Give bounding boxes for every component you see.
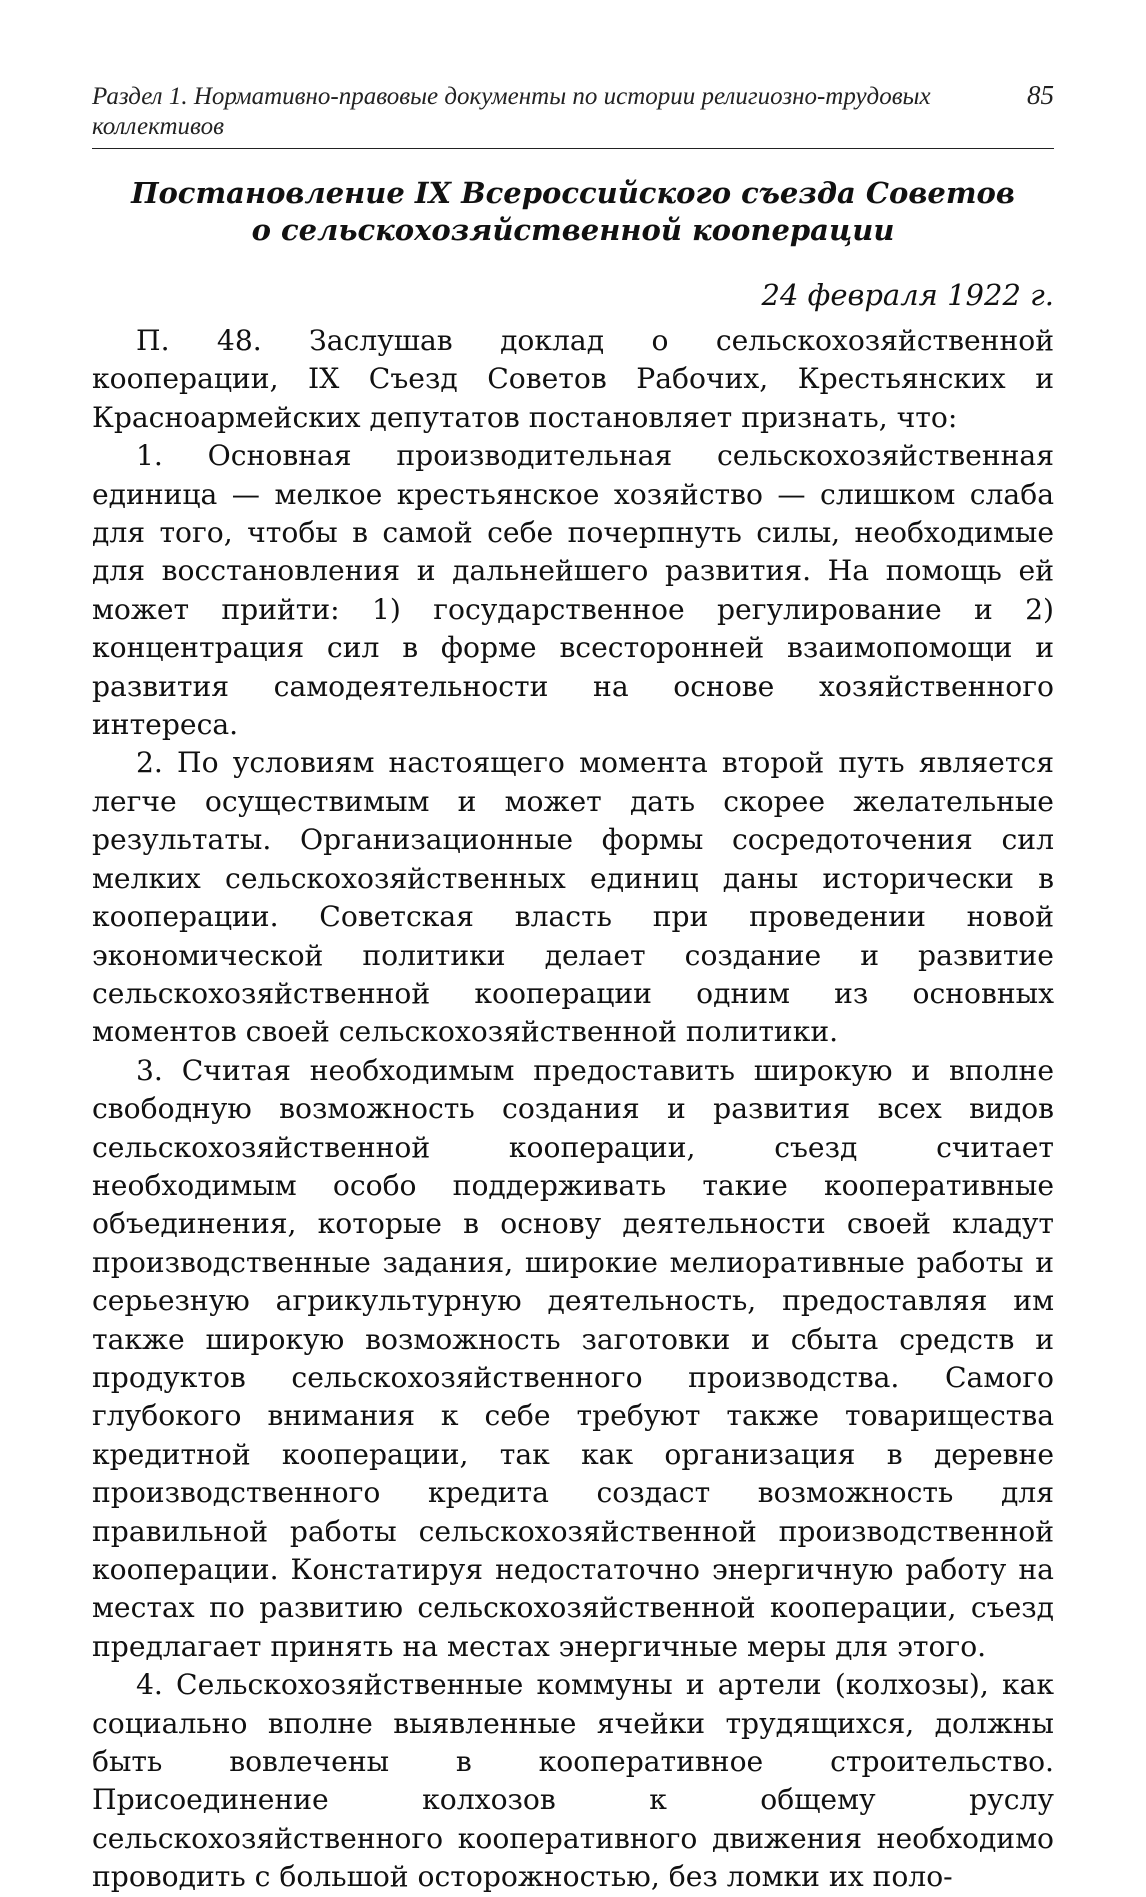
document-body [92,322,1054,1897]
running-header [92,80,1054,149]
paragraph-preamble: П. 48. Заслушав доклад о сельскохозяйственной кооперации, IX Съезд Советов Рабочих, Крестьянских и Красноармейских депутатов постановляет признать, что: [92,324,1054,434]
document-date: 24 февраля 1922 г. [761,278,1054,312]
page-number: 85 [1027,80,1054,110]
paragraph-2: 2. По условиям настоящего момента второй путь является легче осуществимым и может дать скорее желательные результаты. Организационные формы сосредоточения сил мелких сельскохозяйственных единиц даны исторически в кооперации. Советская власть при проведении новой экономической политики делает создание и развитие сельскохозяйственной кооперации одним из основных моментов своей сельскохозяйственной политики. [92,746,1054,1049]
document-title-line-1: Постановление IX Всероссийского съезда Советов [131,176,1015,210]
section-title: Раздел 1. Нормативно-правовые документы по истории религиозно-трудовых коллективов [92,83,931,140]
paragraph-1: 1. Основная производительная сельскохозяйственная единица — мелкое крестьянское хозяйство — слишком слаба для того, чтобы в самой себе почерпнуть силы, необходимые для восстановления и дальнейшего развития. На помощь ей может прийти: 1) государственное регулирование и 2) концентрация сил в форме всесторонней взаимопомощи и развития самодеятельности на основе хозяйственного интереса. [92,439,1054,742]
paragraph-3: 3. Считая необходимым предоставить широкую и вполне свободную возможность создания и развития всех видов сельскохозяйственной кооперации, съезд считает необходимым особо поддерживать такие кооперативные объединения, которые в основу деятельности своей кладут производственные задания, широкие мелиоративные работы и серьезную агрикультурную деятельность, предоставляя им также широкую возможность заготовки и сбыта средств и продуктов сельскохозяйственного производства. Самого глубокого внимания к себе требуют также товарищества кредитной кооперации, так как организация в деревне производственного кредита создаст возможность для правильной работы сельскохозяйственной производственной кооперации. Констатируя недостаточно энергичную работу на местах по развитию сельскохозяйственной кооперации, съезд предлагает принять на местах энергичные меры для этого. [92,1053,1054,1663]
paragraph-4: 4. Сельскохозяйственные коммуны и артели (колхозы), как социально вполне выявленные ячейки трудящихся, должны быть вовлечены в кооперативное строительство. Присоединение колхозов к общему руслу сельскохозяйственного кооперативного движения необходимо проводить с большой осторожностью, без ломки их поло- [92,1668,1054,1894]
document-title [92,175,1054,249]
document-title-line-2: о сельскохозяйственной кооперации [251,213,895,247]
